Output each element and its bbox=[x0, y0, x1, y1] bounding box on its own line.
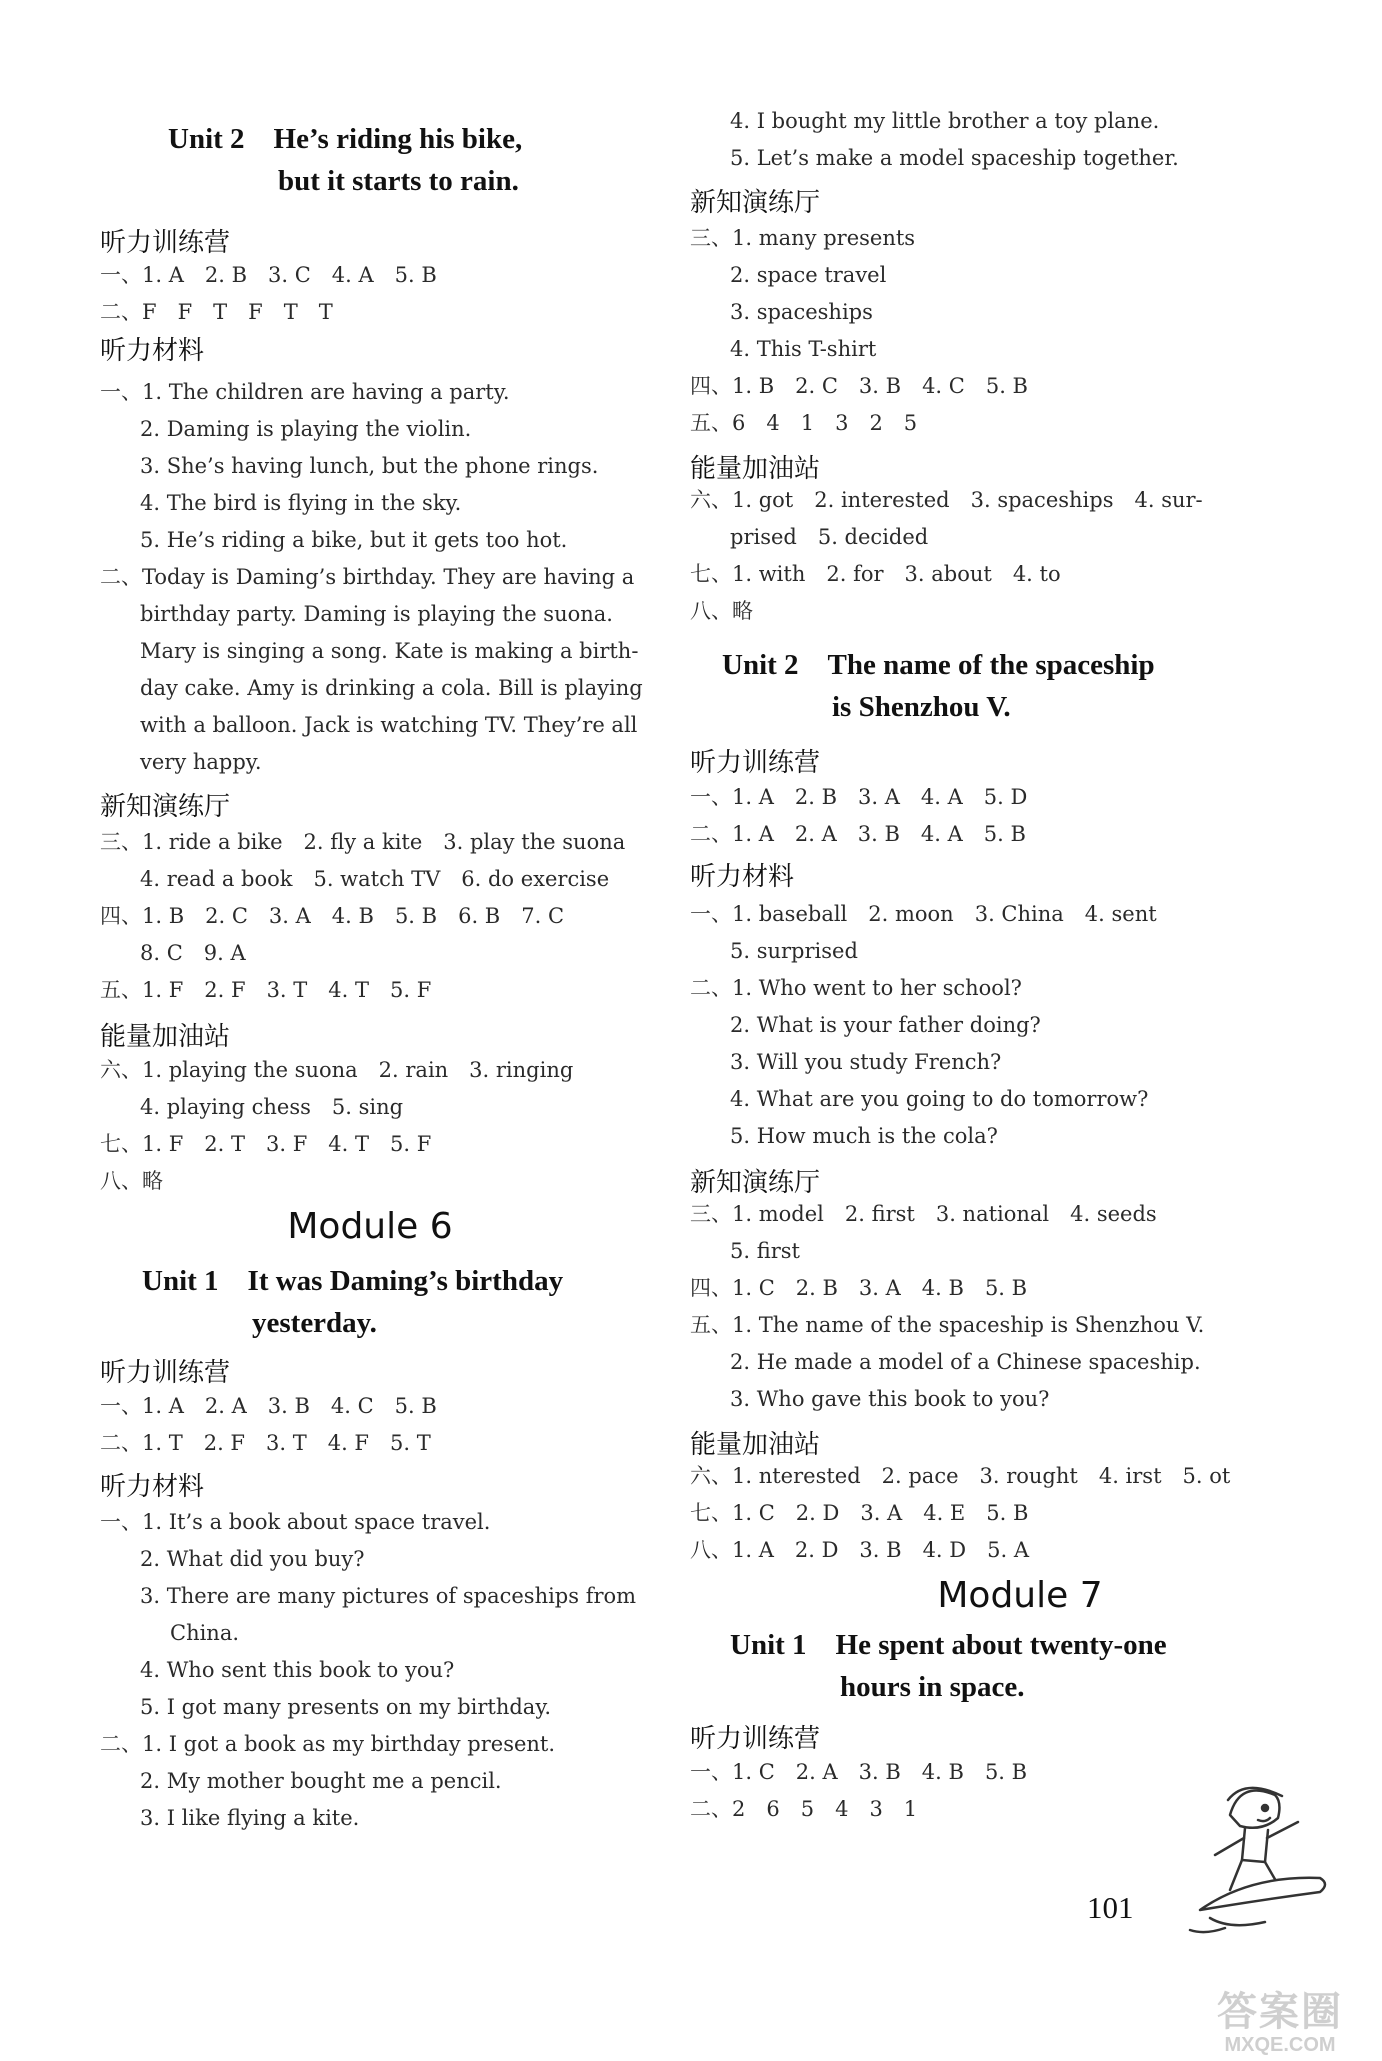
section-heading: 新知演练厅 bbox=[100, 792, 231, 822]
answer-block: 一、1. C 2. A 3. B 4. B 5. B 二、2 6 5 4 3 1 bbox=[690, 1760, 1028, 1821]
section-heading: 听力训练营 bbox=[100, 1358, 231, 1388]
answer-block: 三、1. ride a bike 2. fly a kite 3. play the suona 4. read a book 5. watch TV 6. do exercise 四、1. B 2. C 3. A 4. B 5. B 6. B 7. C 8. C 9. A 五、1. F 2. F 3. T 4. T 5. F bbox=[100, 830, 626, 1002]
surfer-boy-icon bbox=[1170, 1760, 1340, 1950]
mascot-illustration bbox=[1170, 1760, 1340, 1954]
unit-2-heading: Unit 2 The name of the spaceship is Shenzhou V. bbox=[722, 649, 1155, 723]
answer-block: 一、1. A 2. B 3. C 4. A 5. B 二、F F T F T T bbox=[100, 263, 437, 324]
unit-1-heading: Unit 1 He spent about twenty-one hours in space. bbox=[730, 1629, 1167, 1703]
section-heading: 能量加油站 bbox=[690, 454, 821, 484]
transcript-block: 一、1. The children are having a party. 2. Daming is playing the violin. 3. She’s having lunch, but the phone rings. 4. The bird is flying in the sky. 5. He’s riding a bike, but it gets too hot. 二、Today is Daming’s birthday. They are having a birthday party. Daming is playing the suona. Mary is singing a song. Kate is making a birth- day cake. Amy is drinking a cola. Bill is playing with a balloon. Jack is watching TV. They’re all very happy. bbox=[100, 380, 643, 774]
section-heading: 能量加油站 bbox=[690, 1430, 821, 1460]
section-heading: 听力材料 bbox=[690, 862, 795, 892]
module-6-heading: Module 6 bbox=[287, 1206, 453, 1247]
section-heading: 新知演练厅 bbox=[690, 188, 821, 218]
module-7-heading: Module 7 bbox=[937, 1575, 1103, 1616]
section-heading: 听力材料 bbox=[100, 336, 205, 366]
section-heading: 听力训练营 bbox=[690, 1724, 821, 1754]
section-heading: 听力训练营 bbox=[690, 748, 821, 778]
section-heading: 新知演练厅 bbox=[690, 1168, 821, 1198]
answer-block: 六、1. playing the suona 2. rain 3. ringing 4. playing chess 5. sing 七、1. F 2. T 3. F 4. T 5. F 八、略 bbox=[100, 1058, 574, 1193]
section-heading: 听力训练营 bbox=[100, 228, 231, 258]
answer-block: 六、1. got 2. interested 3. spaceships 4. sur- prised 5. decided 七、1. with 2. for 3. about 4. to 八、略 bbox=[690, 488, 1203, 623]
watermark: 答案圈 MXQE.COM bbox=[1217, 1990, 1343, 2056]
transcript-block: 一、1. It’s a book about space travel. 2. What did you buy? 3. There are many pictures of spaceships from China. 4. Who sent this book to you? 5. I got many presents on my birthday. 二、1. I got a book as my birthday present. 2. My mother bought me a pencil. 3. I like flying a kite. bbox=[100, 1510, 637, 1830]
answer-block: 一、1. A 2. A 3. B 4. C 5. B 二、1. T 2. F 3. T 4. F 5. T bbox=[100, 1394, 437, 1455]
unit-1-heading: Unit 1 It was Daming’s birthday yesterday. bbox=[142, 1265, 564, 1339]
answer-block: 三、1. many presents 2. space travel 3. spaceships 4. This T-shirt 四、1. B 2. C 3. B 4. C 5. B 五、6 4 1 3 2 5 bbox=[690, 226, 1028, 435]
page-number: 101 bbox=[1087, 1890, 1134, 1925]
section-heading: 听力材料 bbox=[100, 1472, 205, 1502]
section-heading: 能量加油站 bbox=[100, 1022, 231, 1052]
answer-block: 一、1. A 2. B 3. A 4. A 5. D 二、1. A 2. A 3. B 4. A 5. B bbox=[690, 785, 1028, 846]
unit-2-heading: Unit 2 He’s riding his bike, but it starts to rain. bbox=[168, 123, 523, 197]
transcript-block: 4. I bought my little brother a toy plane. 5. Let’s make a model spaceship together. bbox=[730, 109, 1179, 170]
answer-block: 三、1. model 2. first 3. national 4. seeds 5. first 四、1. C 2. B 3. A 4. B 5. B 五、1. The name of the spaceship is Shenzhou V. 2. He made a model of a Chinese spaceship. 3. Who gave this book to you? bbox=[690, 1202, 1205, 1411]
transcript-block: 一、1. baseball 2. moon 3. China 4. sent 5. surprised 二、1. Who went to her school? 2. What is your father doing? 3. Will you study French? 4. What are you going to do tomorrow? 5. How much is the cola? bbox=[690, 902, 1157, 1148]
answer-block: 六、1. nterested 2. pace 3. rought 4. irst 5. ot 七、1. C 2. D 3. A 4. E 5. B 八、1. A 2. D 3. B 4. D 5. A bbox=[690, 1464, 1231, 1562]
